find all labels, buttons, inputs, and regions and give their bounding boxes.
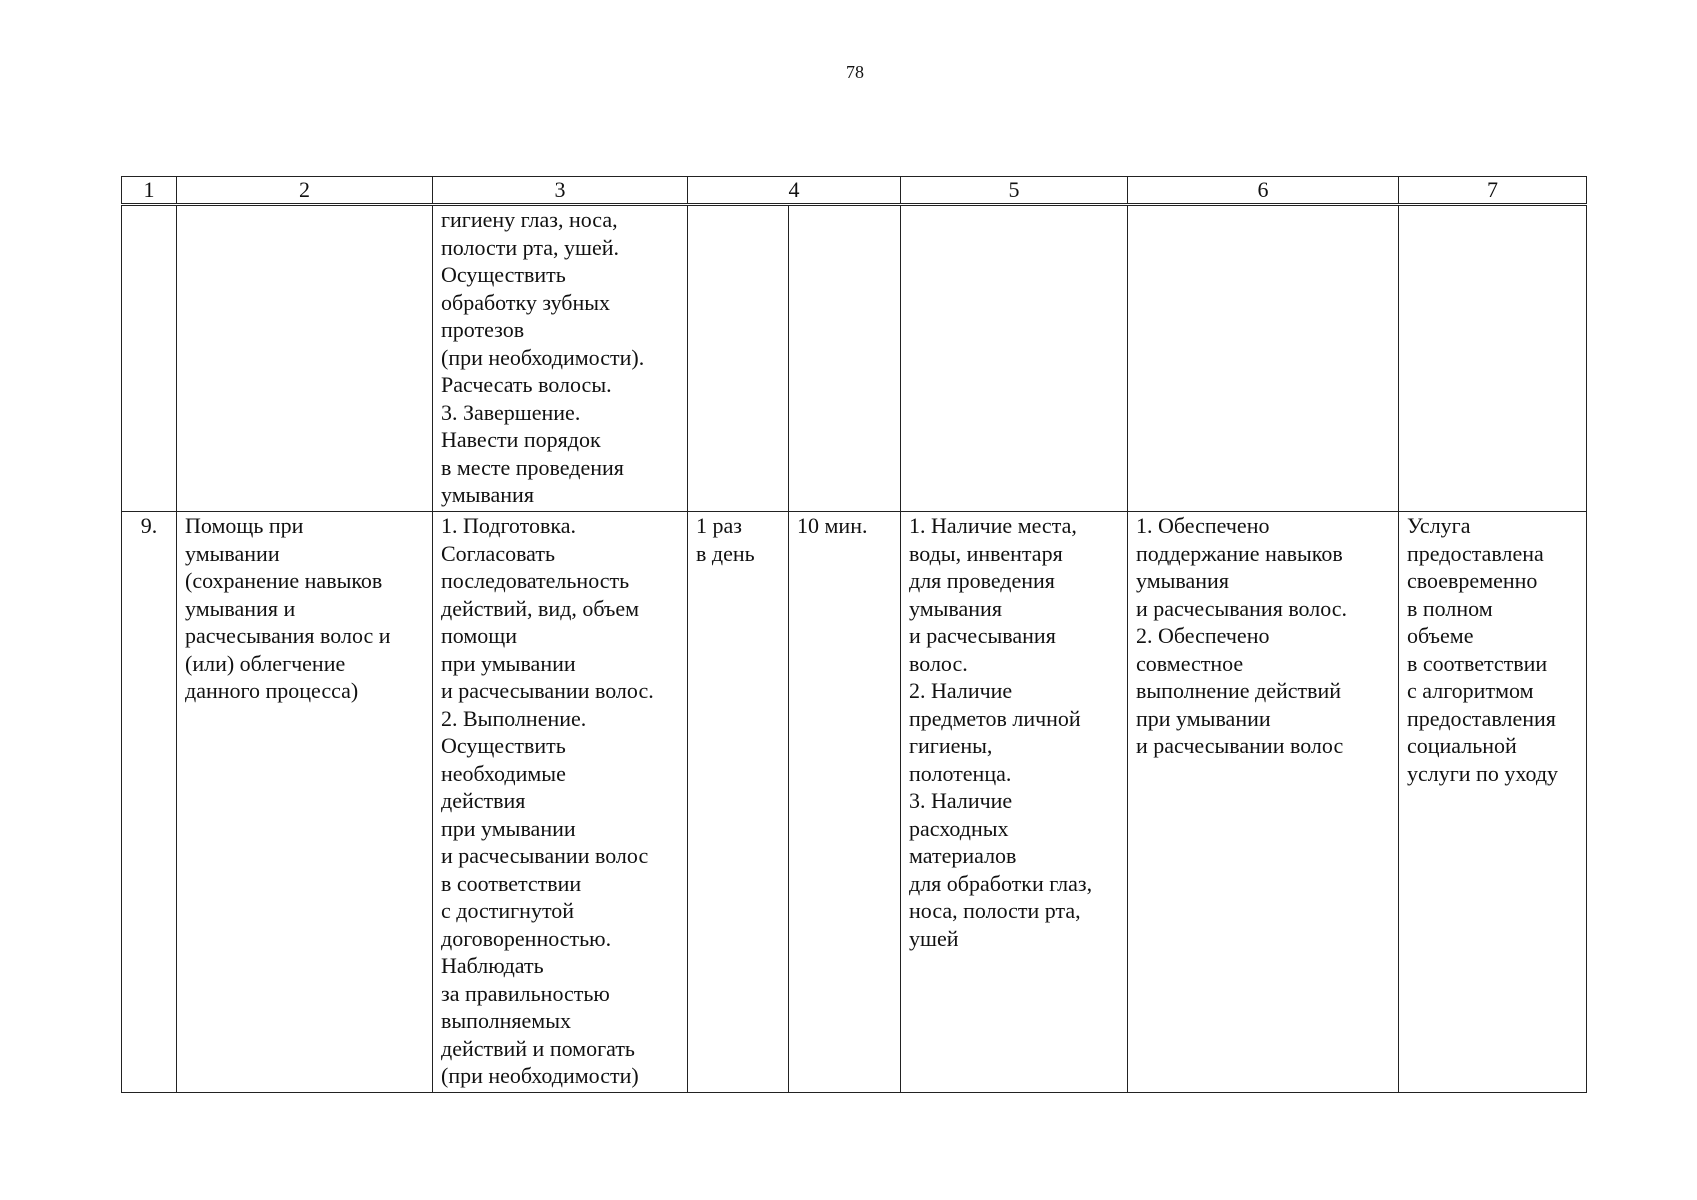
cell-line: своевременно — [1407, 568, 1538, 593]
cont-col-4a — [688, 205, 789, 512]
cell-line: предоставления — [1407, 705, 1556, 731]
cell-line: Согласовать — [441, 540, 556, 566]
cell-line: Осуществить — [441, 733, 566, 758]
cell-line: протезов — [441, 317, 525, 342]
cell-line: (при необходимости) — [441, 1063, 639, 1088]
service-table — [121, 176, 1587, 1093]
row-number: 9. — [122, 512, 177, 1093]
cell-line: умывания и — [185, 595, 296, 621]
page-number: 78 — [846, 62, 864, 82]
header-col-5: 5 — [901, 177, 1128, 205]
cell-line: при умывании — [441, 815, 576, 841]
cell-line: с достигнутой — [441, 898, 575, 923]
cell-line: умывания — [441, 482, 534, 507]
quality-cell — [1399, 512, 1587, 1093]
cell-line: (или) облегчение — [185, 650, 346, 676]
cell-line: (сохранение навыков — [185, 568, 383, 593]
cell-line: предоставлена — [1407, 540, 1544, 566]
cell-line: 3. Наличие — [909, 788, 1013, 813]
cell-line: 1. Подготовка. — [441, 513, 576, 538]
cell-line: гигиены, — [909, 733, 993, 758]
header-col-4: 4 — [688, 177, 901, 205]
cell-line: необходимые — [441, 760, 566, 786]
cell-line: носа, полости рта, — [909, 898, 1081, 923]
continuation-row — [122, 205, 1587, 512]
cell-line: (при необходимости). — [441, 344, 645, 370]
cell-line: за правильностью — [441, 980, 610, 1006]
cell-line: выполнение действий — [1136, 678, 1342, 703]
cell-line: при умывании — [441, 650, 576, 676]
cell-line: действий и помогать — [441, 1035, 635, 1061]
cell-line: расчесывания волос и — [185, 623, 391, 648]
cell-line: Услуга — [1407, 513, 1471, 538]
cell-line: Помощь при — [185, 513, 304, 538]
cell-line: услуги по уходу — [1407, 760, 1559, 786]
cell-line: материалов — [909, 843, 1017, 868]
cell-line: поддержание навыков — [1136, 540, 1343, 566]
cell-line: договоренностью. — [441, 925, 612, 951]
cell-line: предметов личной — [909, 705, 1081, 731]
cell-line: помощи — [441, 623, 517, 648]
cell-line: в полном — [1407, 595, 1493, 621]
cell-line: Осуществить — [441, 262, 566, 287]
cell-line: и расчесывания волос. — [1136, 595, 1348, 621]
cell-line: в соответствии — [1407, 650, 1548, 676]
cell-line: с алгоритмом — [1407, 678, 1534, 703]
cell-line: последовательность — [441, 568, 630, 593]
cell-line: ушей — [909, 925, 959, 951]
cell-line: 2. Обеспечено — [1136, 623, 1270, 648]
cont-col-2 — [177, 205, 433, 512]
service-description-cell — [433, 512, 688, 1093]
cell-line: расходных — [909, 815, 1009, 841]
cell-line: совместное — [1136, 650, 1244, 676]
service-name-cell — [177, 512, 433, 1093]
cell-line: в день — [696, 540, 755, 566]
cell-line: при умывании — [1136, 705, 1271, 731]
cell-line: и расчесывания — [909, 623, 1056, 648]
cell-line: Навести порядок — [441, 427, 601, 452]
cell-line: социальной — [1407, 733, 1517, 758]
cell-line: и расчесывании волос — [1136, 733, 1344, 758]
table-row-9 — [122, 512, 1587, 1093]
cont-col-1 — [122, 205, 177, 512]
cont-col-4b — [789, 205, 901, 512]
cell-line: и расчесывании волос — [441, 843, 649, 868]
cell-line: 1. Наличие места, — [909, 513, 1077, 538]
cell-line: 1. Обеспечено — [1136, 513, 1270, 538]
cont-col-6 — [1128, 205, 1399, 512]
header-col-3: 3 — [433, 177, 688, 205]
cell-line: действий, вид, объем — [441, 595, 640, 621]
cell-line: 10 мин. — [797, 513, 868, 538]
cell-line: умывания — [909, 595, 1002, 621]
header-col-7: 7 — [1399, 177, 1587, 205]
header-col-2: 2 — [177, 177, 433, 205]
cell-line: 2. Выполнение. — [441, 705, 587, 731]
header-col-1: 1 — [122, 177, 177, 205]
cell-line: волос. — [909, 650, 968, 676]
cell-line: 3. Завершение. — [441, 399, 581, 425]
cell-line: Наблюдать — [441, 953, 544, 978]
cont-col-3 — [433, 205, 688, 512]
conditions-cell — [901, 512, 1128, 1093]
cell-line: умывании — [185, 540, 280, 566]
header-row — [122, 177, 1587, 205]
cell-line: умывания — [1136, 568, 1229, 593]
cell-line: действия — [441, 788, 526, 813]
frequency-cell — [688, 512, 789, 1093]
cell-line: 1 раз — [696, 513, 742, 538]
cell-line: полотенца. — [909, 760, 1012, 786]
cell-line: полости рта, ушей. — [441, 234, 619, 260]
cell-line: объеме — [1407, 623, 1474, 648]
cell-line: выполняемых — [441, 1008, 571, 1033]
cell-line: 2. Наличие — [909, 678, 1013, 703]
duration-cell — [789, 512, 901, 1093]
cell-line: Расчесать волосы. — [441, 372, 612, 397]
results-cell — [1128, 512, 1399, 1093]
cell-line: в соответствии — [441, 870, 582, 896]
cell-line: гигиену глаз, носа, — [441, 207, 618, 232]
cont-col-7 — [1399, 205, 1587, 512]
cell-line: для проведения — [909, 568, 1055, 593]
cont-col-5 — [901, 205, 1128, 512]
cell-line: обработку зубных — [441, 289, 611, 315]
cell-line: и расчесывании волос. — [441, 678, 654, 703]
cell-line: в месте проведения — [441, 454, 624, 480]
header-col-6: 6 — [1128, 177, 1399, 205]
cell-line: для обработки глаз, — [909, 870, 1093, 896]
cell-line: данного процесса) — [185, 678, 359, 703]
cell-line: воды, инвентаря — [909, 540, 1063, 566]
